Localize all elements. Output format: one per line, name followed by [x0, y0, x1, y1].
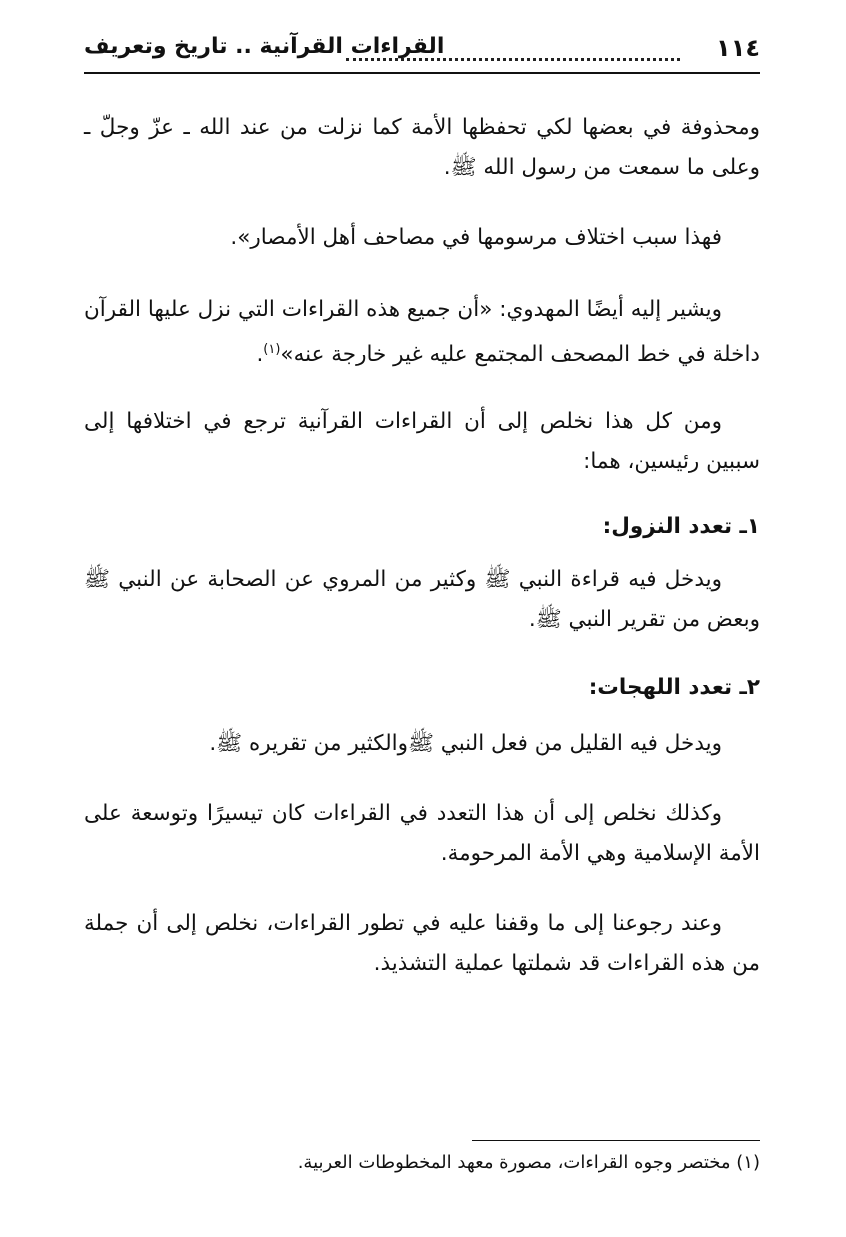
paragraph-2: فهذا سبب اختلاف مرسومها في مصاحف أهل الأمصار». [230, 225, 722, 250]
paragraph-4: ومن كل هذا نخلص إلى أن القراءات القرآنية ترجع في اختلافها إلى سببين رئيسين، هما: [84, 409, 760, 474]
paragraph-8: وعند رجوعنا إلى ما وقفنا عليه في تطور القراءات، نخلص إلى أن جملة من هذه القراءات قد شملتها عملية التشذيذ. [84, 911, 760, 976]
paragraph-5: ويدخل فيه قراءة النبي ﷺ وكثير من المروي عن الصحابة عن النبي ﷺ وبعض من تقرير النبي ﷺ. [84, 567, 760, 632]
page-number: ١١٤ [716, 34, 760, 62]
page-header [84, 30, 760, 74]
footnote-separator [472, 1140, 760, 1141]
paragraph-6: ويدخل فيه القليل من فعل النبي ﷺوالكثير من تقريره ﷺ. [209, 731, 722, 756]
paragraph-7: وكذلك نخلص إلى أن هذا التعدد في القراءات كان تيسيرًا وتوسعة على الأمة الإسلامية وهي الأمة المرحومة. [84, 801, 760, 866]
section-heading-1: ١ـ تعدد النزول: [602, 514, 760, 539]
section-heading-2: ٢ـ تعدد اللهجات: [588, 675, 760, 700]
footnote-marker: (١) [263, 342, 281, 357]
footnote-1: (١) مختصر وجوه القراءات، مصورة معهد المخطوطات العربية. [297, 1152, 760, 1173]
paragraph-3 [84, 290, 760, 375]
paragraph-3-end: . [256, 342, 264, 368]
running-title: القراءات القرآنية .. تاريخ وتعريف [84, 34, 445, 59]
paragraph-1: ومحذوفة في بعضها لكي تحفظها الأمة كما نزلت من عند الله ـ عزّ وجلّ ـ وعلى ما سمعت من رسول الله ﷺ. [84, 115, 760, 180]
paragraph-3-text: ويشير إليه أيضًا المهدوي: «أن جميع هذه القراءات التي نزل عليها القرآن داخلة في خط المصحف المجتمع عليه غير خارجة عنه» [84, 297, 760, 368]
